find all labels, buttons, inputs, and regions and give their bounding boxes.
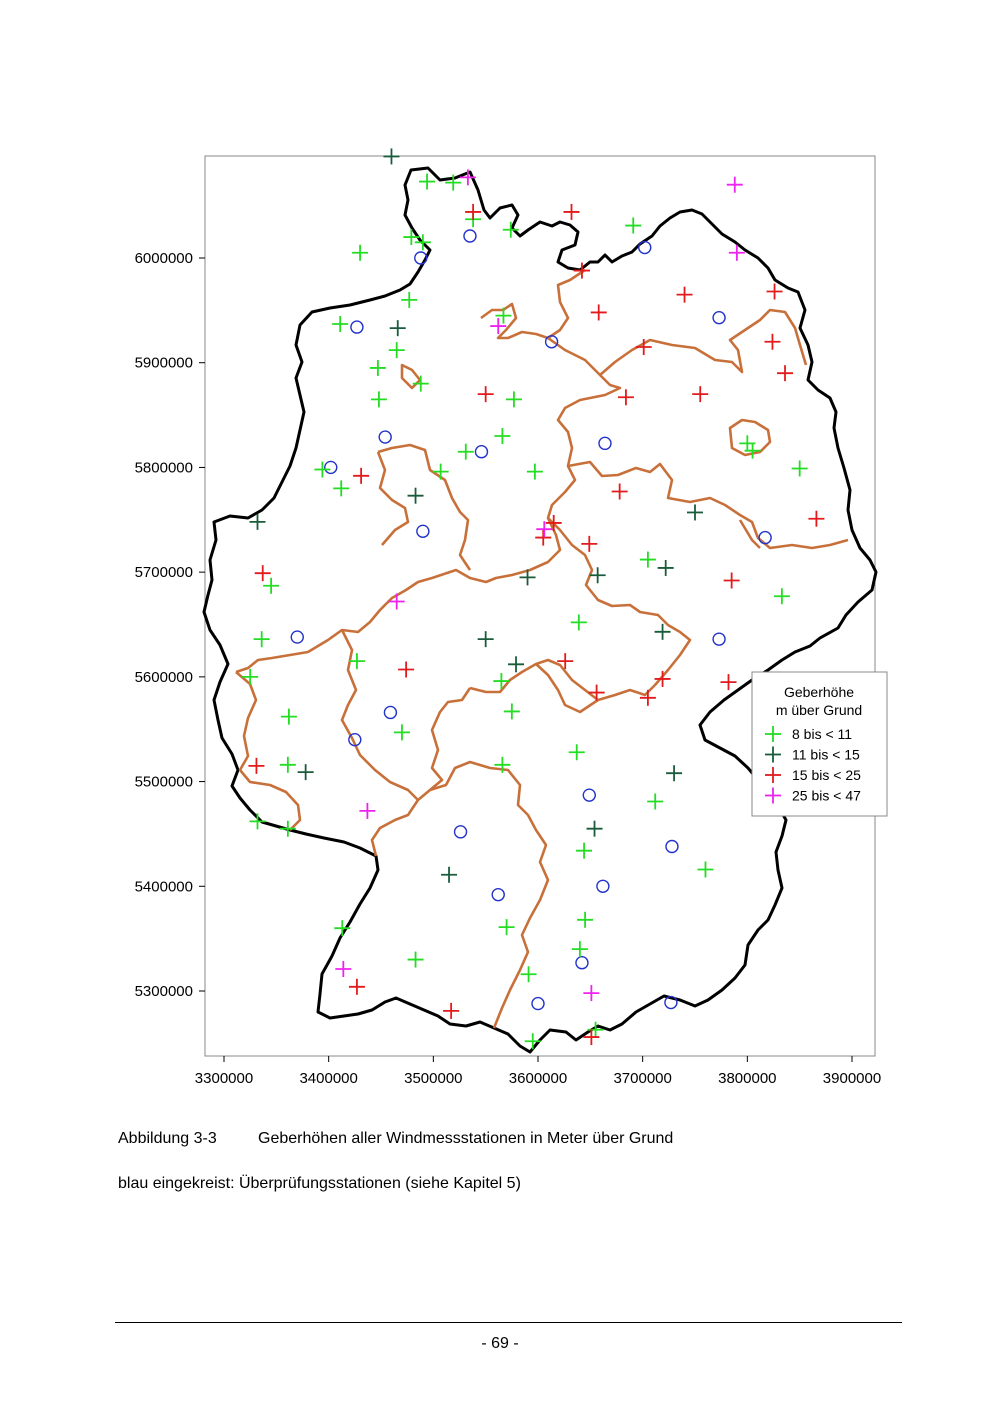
legend-label: 8 bis < 11	[792, 726, 853, 742]
figure-title: Geberhöhen aller Windmessstationen in Meter über Grund	[258, 1130, 674, 1147]
page-number: - 69 -	[481, 1335, 519, 1352]
x-tick-label: 3900000	[822, 1070, 882, 1087]
y-tick-label: 5900000	[134, 354, 193, 372]
legend-title-line2: m über Grund	[775, 702, 863, 718]
legend-label: 11 bis < 15	[792, 746, 860, 763]
legend-label: 25 bis < 47	[792, 787, 861, 804]
y-tick-label: 5600000	[134, 668, 193, 686]
legend-title-line1: Geberhöhe	[783, 684, 855, 700]
y-tick-label: 5400000	[134, 878, 193, 896]
footer-rule	[115, 1322, 902, 1323]
x-tick-label: 3700000	[613, 1070, 672, 1087]
figure-note: blau eingekreist: Überprüfungsstationen (siehe Kapitel 5)	[118, 1175, 521, 1192]
x-tick-label: 3600000	[508, 1070, 568, 1087]
y-tick-label: 5300000	[134, 983, 193, 1000]
x-tick-label: 3400000	[299, 1070, 358, 1087]
x-tick-label: 3300000	[194, 1070, 254, 1087]
legend-label: 15 bis < 25	[792, 767, 861, 783]
x-tick-label: 3800000	[718, 1070, 777, 1087]
y-tick-label: 5700000	[134, 564, 193, 582]
y-tick-label: 5800000	[134, 459, 193, 477]
x-tick-label: 3500000	[404, 1070, 463, 1087]
legend	[752, 672, 887, 816]
figure-label: Abbildung 3-3	[118, 1130, 217, 1147]
y-tick-label: 6000000	[134, 250, 193, 267]
y-tick-label: 5500000	[134, 773, 193, 791]
